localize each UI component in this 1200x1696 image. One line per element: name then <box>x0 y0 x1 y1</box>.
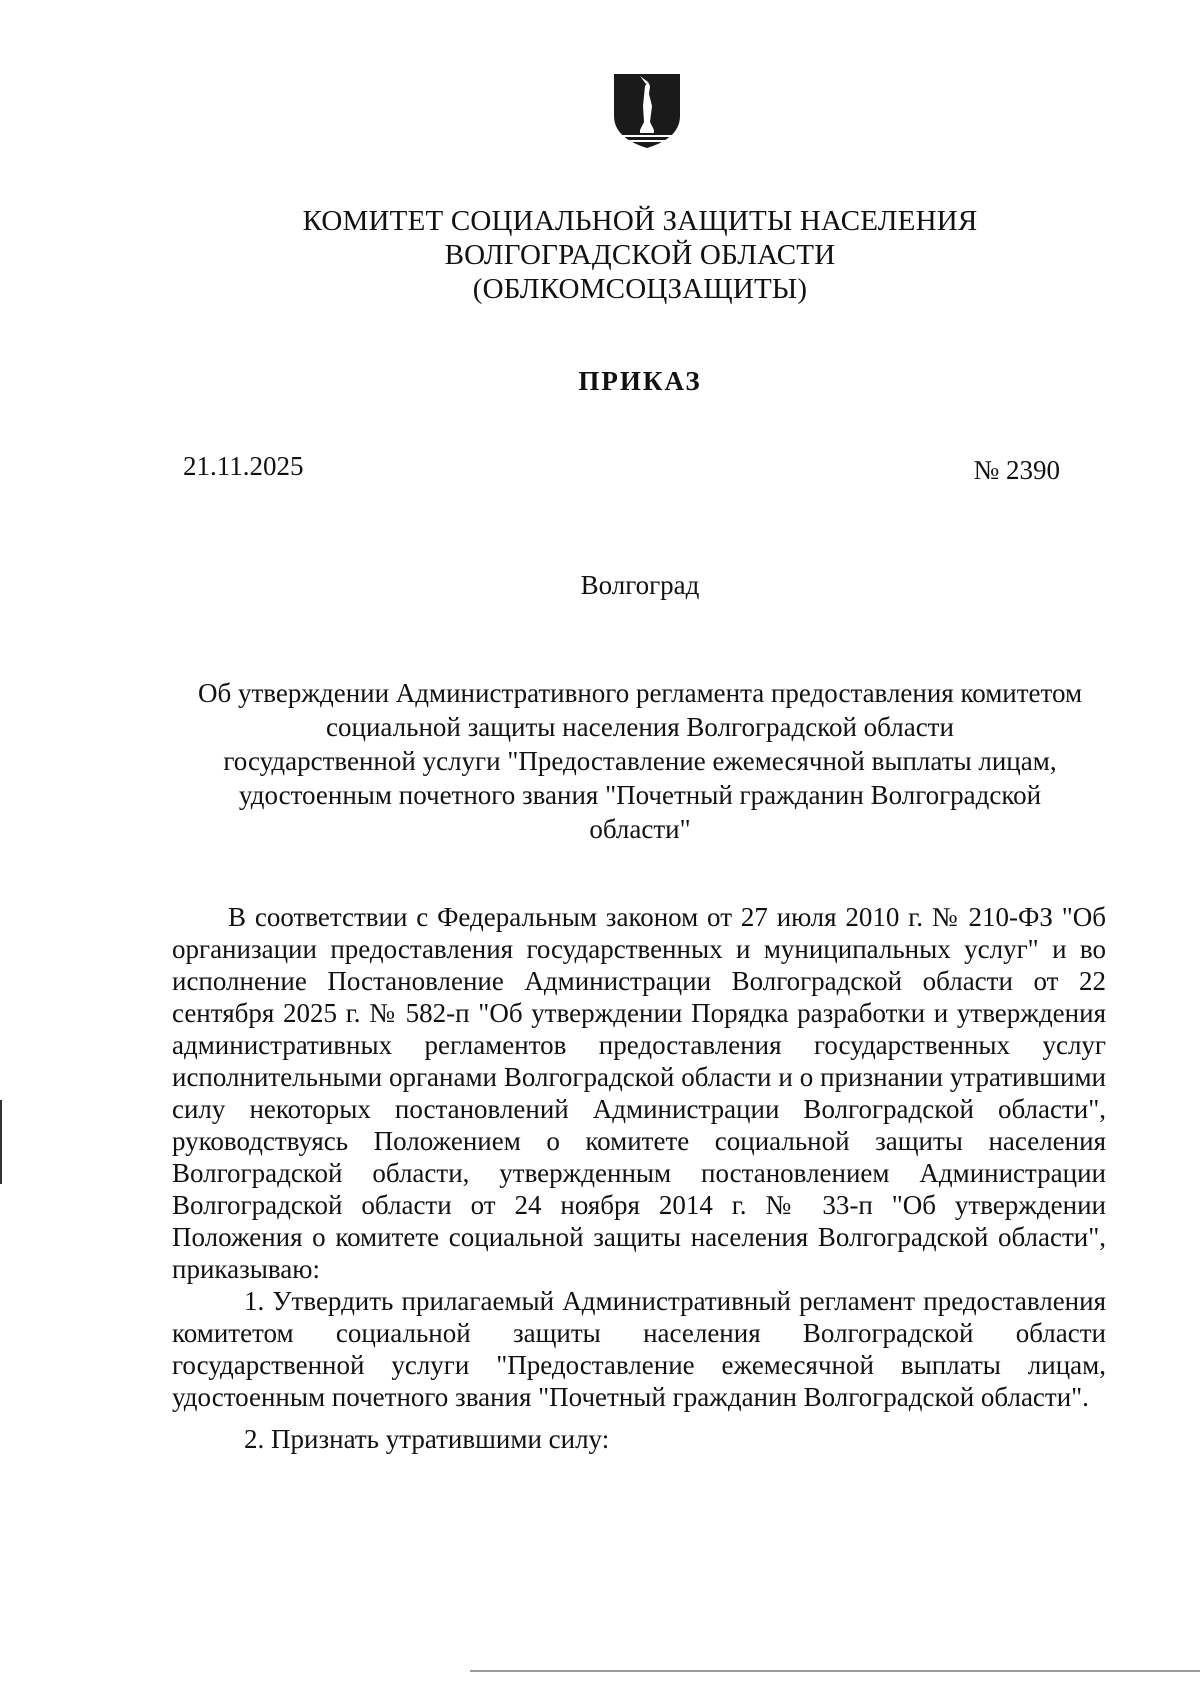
document-subject <box>160 676 1120 846</box>
volgograd-coat-of-arms-icon <box>610 72 684 152</box>
organization-title <box>200 204 1080 306</box>
order-item-1: 1. Утвердить прилагаемый Административный регламент предоставления комитетом социальной защиты населения Волгоградской области государственной услуги "Предоставление ежемесячной выплаты лицам, удостоенным почетного звания "Почетный гражданин Волгоградской области". <box>172 1286 1106 1412</box>
document-number: № 2390 <box>973 455 1060 485</box>
document-date: 21.11.2025 <box>183 451 304 481</box>
preamble-paragraph: В соответствии с Федеральным законом от 27 июля 2010 г. № 210-ФЗ "Об организации предоставления государственных и муниципальных услуг" и во исполнение Постановление Администрации Волгоградской области от 22 сентября 2025 г. № 582-п "Об утверждении Порядка разработки и утверждения административных регламентов предоставления государственных услуг исполнительными органами Волгоградской области и о признании утратившими силу некоторых постановлений Администрации Волгоградской области", руководствуясь Положением о комитете социальной защиты населения Волгоградской области, утвержденным постановлением Администрации Волгоградской области от 24 ноября 2014 г. № 33-п "Об утверждении Положения о комитете социальной защиты населения Волгоградской области", приказываю: <box>172 902 1106 1284</box>
subject-line: удостоенным почетного звания "Почетный гражданин Волгоградской <box>238 780 1042 810</box>
order-item-2: 2. Признать утратившими силу: <box>244 1424 610 1454</box>
subject-line: Об утверждении Административного регламента предоставления комитетом <box>197 678 1083 708</box>
document-city: Волгоград <box>580 570 700 600</box>
organization-title-line: ВОЛГОГРАДСКОЙ ОБЛАСТИ <box>444 239 836 271</box>
subject-line: государственной услуги "Предоставление ежемесячной выплаты лицам, <box>223 746 1057 776</box>
organization-title-line: КОМИТЕТ СОЦИАЛЬНОЙ ЗАЩИТЫ НАСЕЛЕНИЯ <box>302 205 978 237</box>
scan-bottom-line <box>470 1670 1200 1672</box>
organization-title-line: (ОБЛКОМСОЦЗАЩИТЫ) <box>472 273 808 305</box>
scan-edge-mark <box>0 1100 2 1184</box>
document-type: ПРИКАЗ <box>578 366 702 396</box>
subject-line: области" <box>589 814 691 844</box>
document-body <box>172 901 1106 1455</box>
subject-line: социальной защиты населения Волгоградской области <box>326 712 954 742</box>
